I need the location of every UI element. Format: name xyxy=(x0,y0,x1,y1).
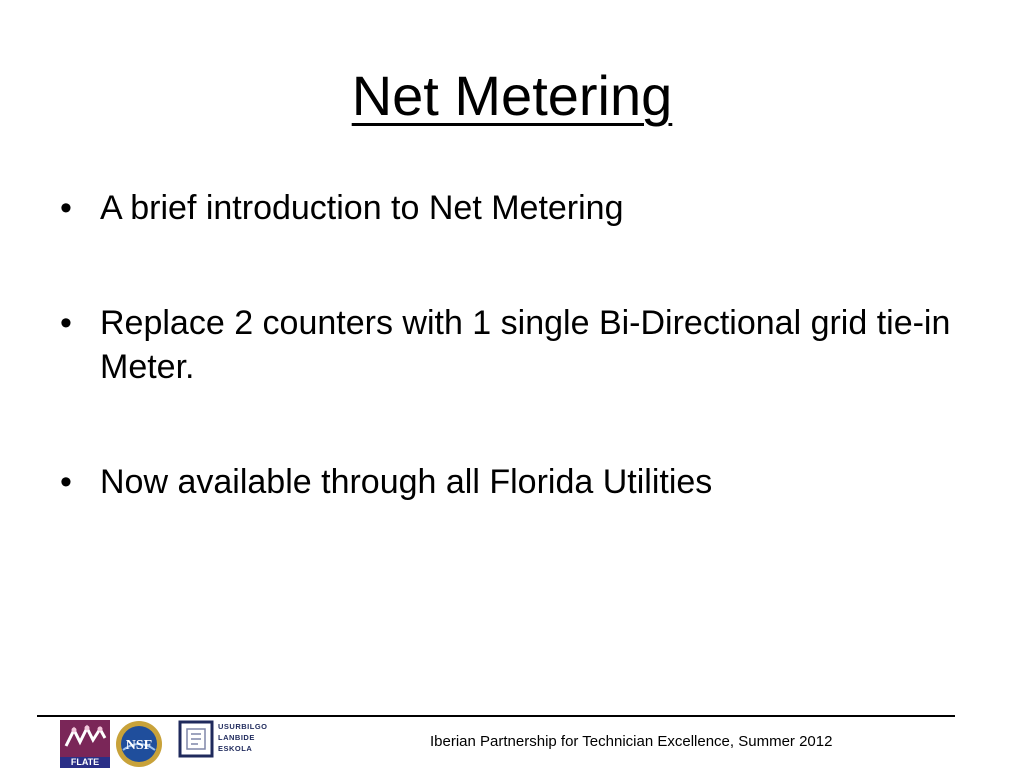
slide-title: Net Metering xyxy=(351,64,673,127)
bullet-text: Replace 2 counters with 1 single Bi-Directional grid tie-in Meter. xyxy=(100,304,951,386)
bullet-marker: • xyxy=(60,304,72,342)
nsf-seal-icon xyxy=(114,720,164,768)
nsf-logo xyxy=(114,720,164,768)
eskola-line: ESKOLA xyxy=(218,744,253,753)
bullet-text: Now available through all Florida Utilities xyxy=(100,463,713,501)
usurbilgo-logo xyxy=(178,720,274,762)
lanbide-line: LANBIDE xyxy=(218,733,255,742)
flate-logo xyxy=(60,720,110,768)
bullet-list xyxy=(60,186,960,575)
footer-caption: Iberian Partnership for Technician Excellence, Summer 2012 xyxy=(430,733,833,750)
footer-divider xyxy=(37,715,955,717)
bullet-item xyxy=(60,460,960,504)
eskola-mark-icon xyxy=(178,720,214,758)
bullet-marker: • xyxy=(60,189,72,227)
usurbilgo-wordmark xyxy=(218,721,268,754)
bullet-item xyxy=(60,301,960,389)
bullet-item xyxy=(60,186,960,230)
flate-label: FLATE xyxy=(60,757,110,768)
nsf-label: NSF xyxy=(125,738,153,753)
flate-wave-icon xyxy=(60,720,110,757)
usurbilgo-line: USURBILGO xyxy=(218,722,268,731)
bullet-text: A brief introduction to Net Metering xyxy=(100,189,624,227)
bullet-marker: • xyxy=(60,463,72,501)
